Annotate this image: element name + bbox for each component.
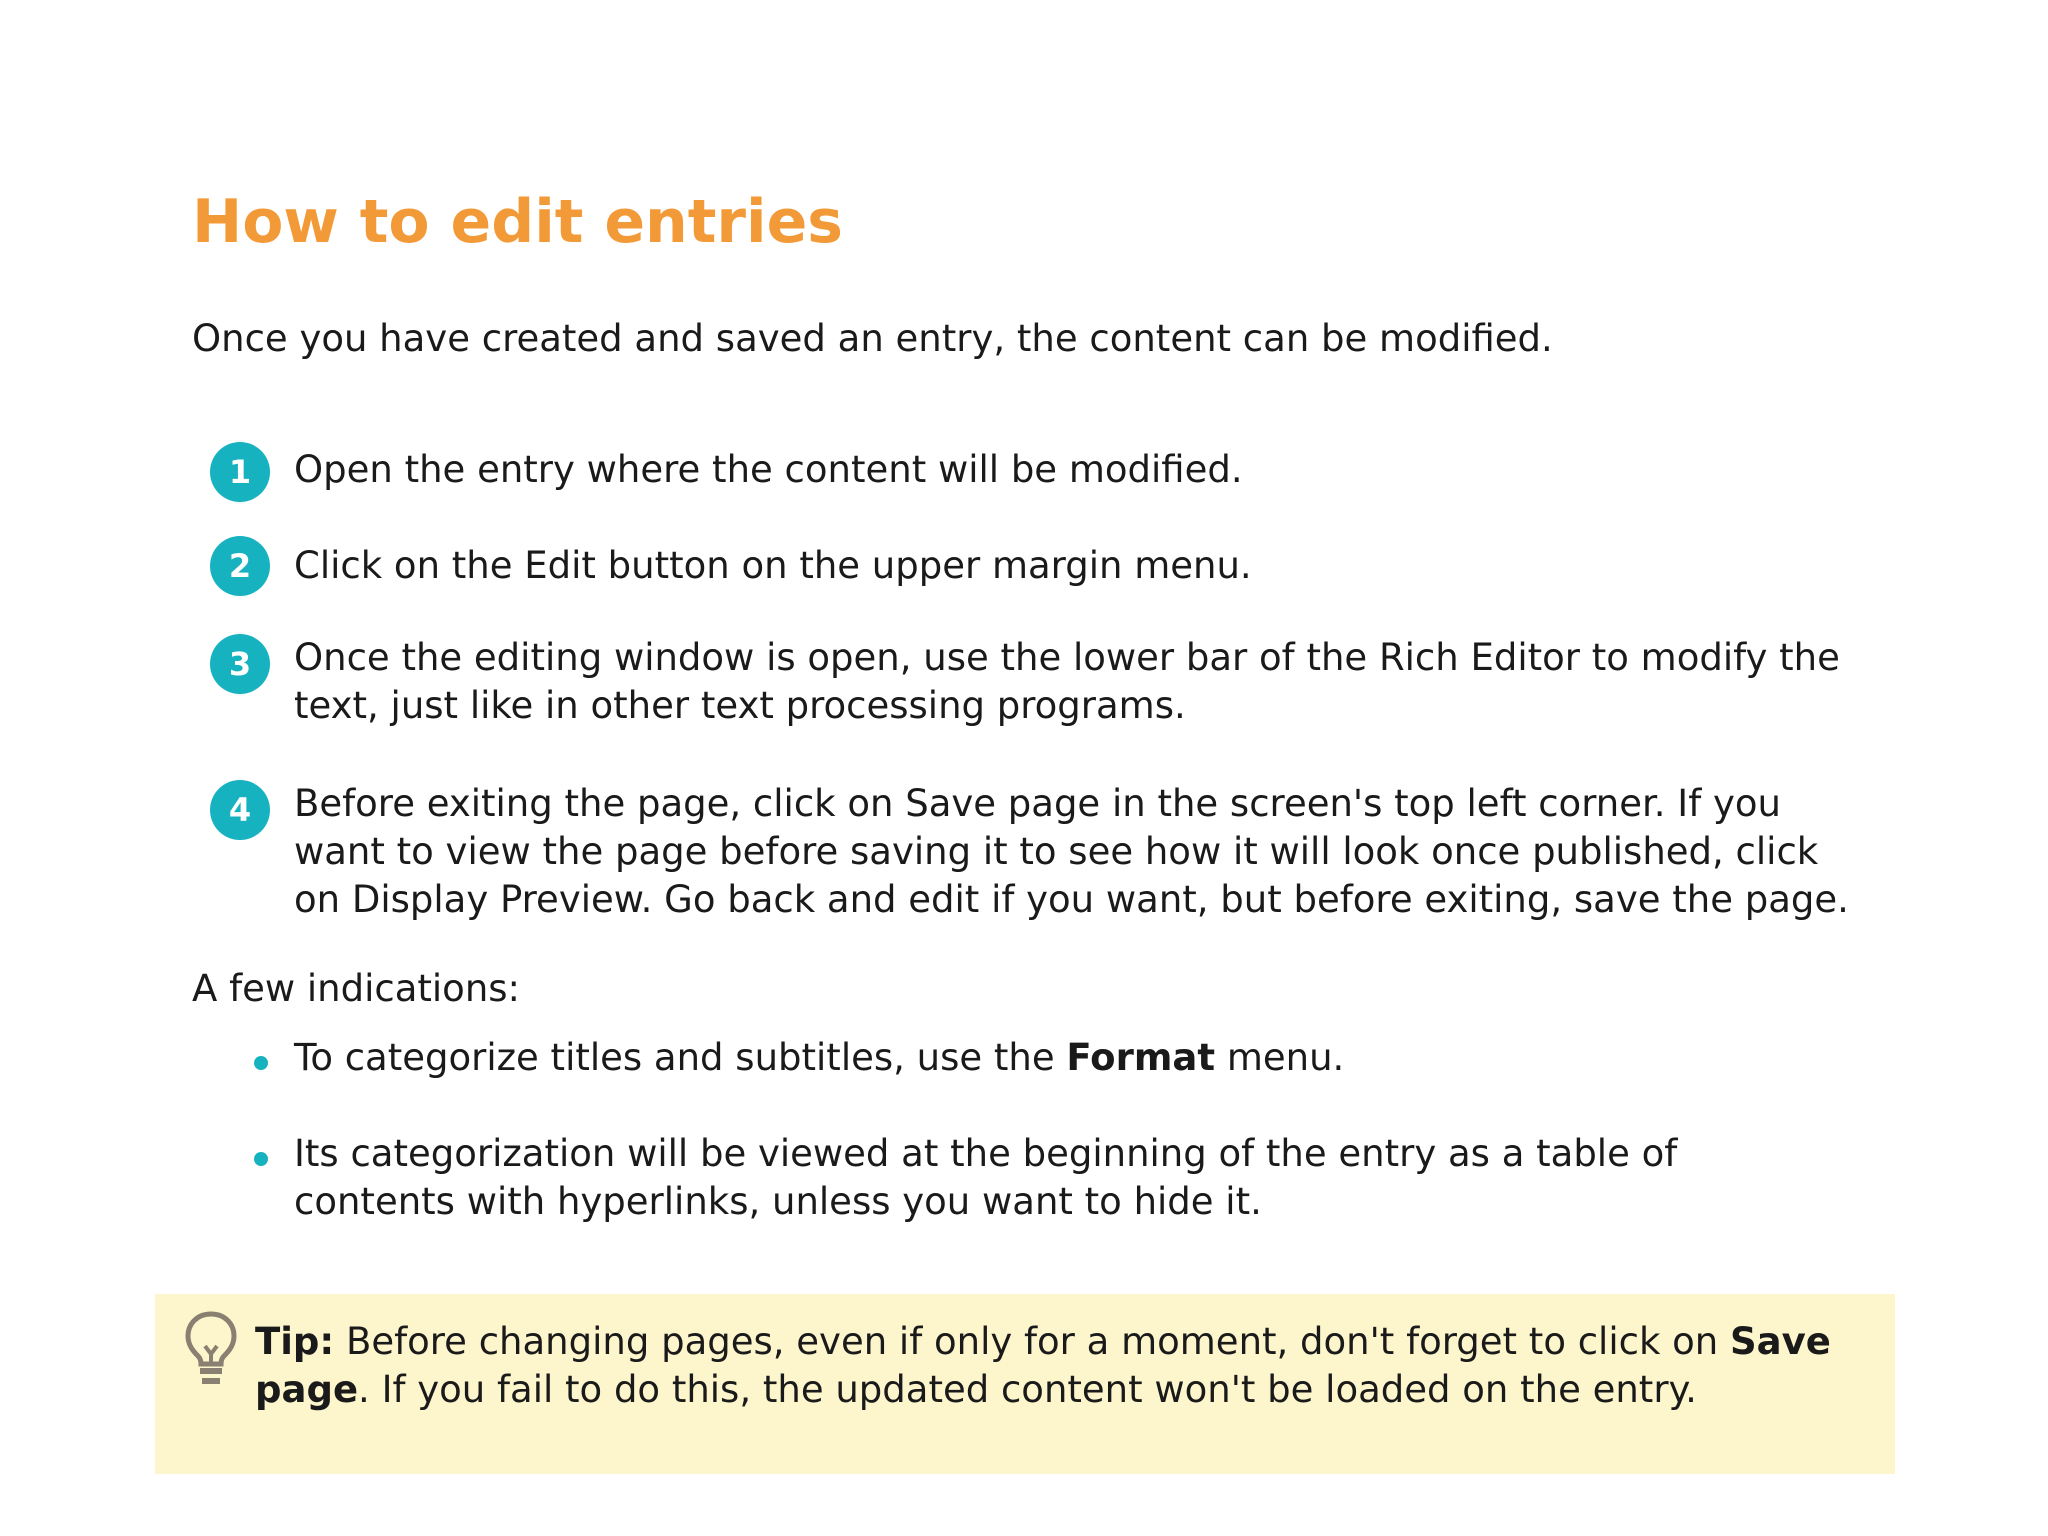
format-menu-name: Format	[1066, 1036, 1216, 1079]
save-page-label: Save page	[255, 1320, 1831, 1411]
step-number-badge: 1	[210, 442, 270, 502]
step-text: Once the editing window is open, use the lower bar of the Rich Editor to modify the text, just like in other text processing programs.	[294, 636, 1840, 727]
lightbulb-icon	[181, 1308, 241, 1388]
tip-box	[155, 1294, 1895, 1474]
indications-heading: A few indications:	[192, 967, 521, 1010]
tip-text: Tip: Before changing pages, even if only for a moment, don't forget to click on Save page. If you fail to do this, the updated content won't be loaded on the entry.	[255, 1320, 1831, 1411]
step-number-badge: 4	[210, 780, 270, 840]
list-item-text: Its categorization will be viewed at the beginning of the entry as a table of contents with hyperlinks, unless you want to hide it.	[294, 1132, 1678, 1223]
step-number-badge: 3	[210, 634, 270, 694]
bullet-icon	[254, 1152, 268, 1166]
step-text: Before exiting the page, click on Save page in the screen's top left corner. If you want to view the page before saving it to see how it will look once published, click on Display Preview. Go back and edit if you want, but before exiting, save the page.	[294, 782, 1849, 921]
step-text: Open the entry where the content will be modified.	[294, 448, 1243, 491]
intro-text: Once you have created and saved an entry, the content can be modified.	[192, 317, 1553, 360]
step-number-badge: 2	[210, 536, 270, 596]
bullet-icon	[254, 1056, 268, 1070]
tip-label: Tip:	[255, 1320, 335, 1363]
list-item-text: To categorize titles and subtitles, use the Format menu.	[294, 1036, 1345, 1079]
step-text: Click on the Edit button on the upper margin menu.	[294, 544, 1252, 587]
page-title: How to edit entries	[192, 187, 843, 257]
